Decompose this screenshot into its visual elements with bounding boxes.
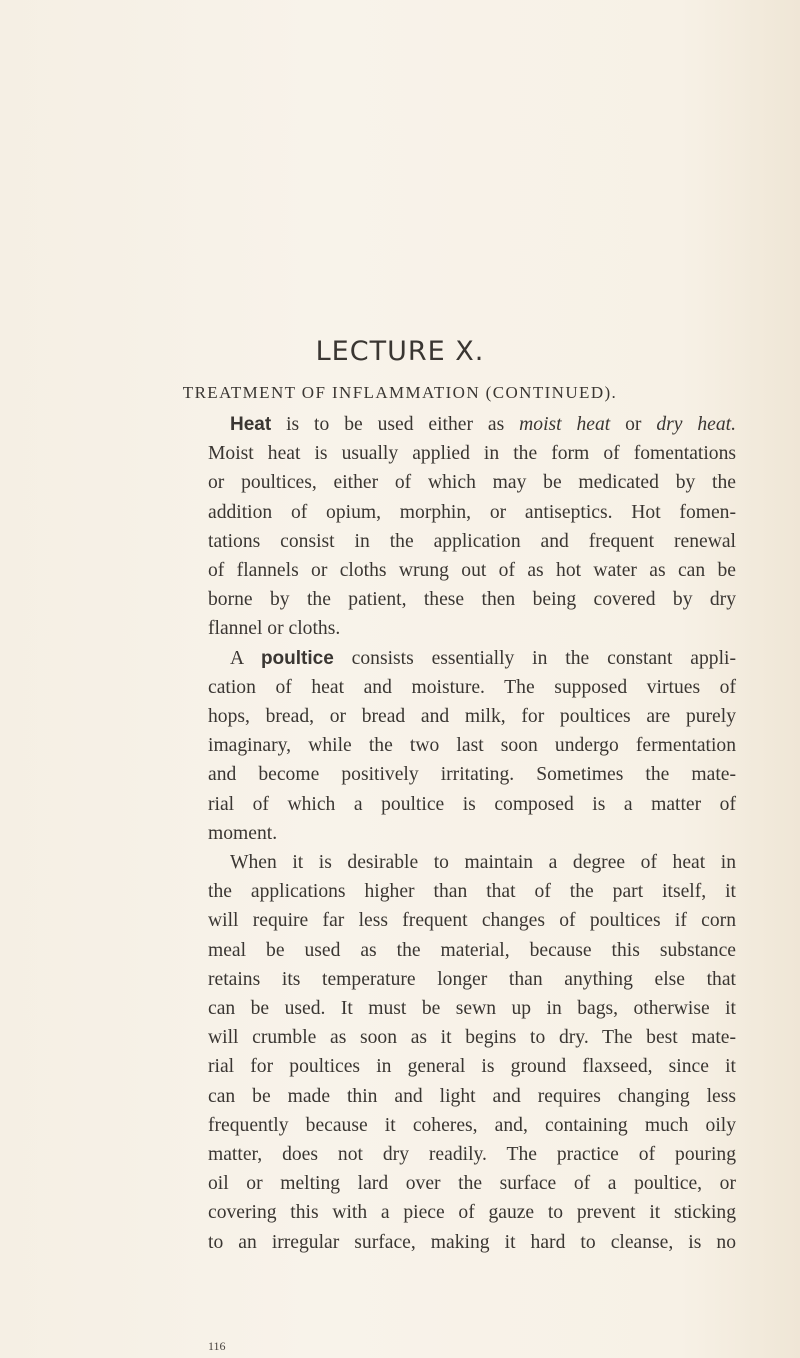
text-line: can be used. It must be sewn up in bags, otherwise it: [208, 998, 736, 1020]
text-line: Moist heat is usually applied in the form of fomentations: [208, 443, 736, 465]
text-line: meal be used as the material, because this substance: [208, 939, 736, 961]
text-line: addition of opium, morphin, or antiseptics. Hot fomen-: [208, 501, 736, 523]
text-line: tations consist in the application and frequent renewal: [208, 530, 736, 552]
text-line: can be made thin and light and requires changing less: [208, 1085, 736, 1107]
italic-dry-heat: dry heat.: [656, 414, 736, 435]
text-line: covering this with a piece of gauze to prevent it sticking: [208, 1202, 736, 1224]
text-line: oil or melting lard over the surface of a poultice, or: [208, 1173, 736, 1195]
italic-moist-heat: moist heat: [519, 414, 611, 435]
text-line: flannel or cloths.: [208, 618, 341, 640]
text-line: or poultices, either of which may be medicated by the: [208, 472, 736, 494]
lead-term-heat: Heat: [230, 414, 272, 435]
text-line: imaginary, while the two last soon undergo fermentation: [208, 735, 736, 757]
text-line: [208, 644, 736, 673]
text-line: of flannels or cloths wrung out of as hot water as can be: [208, 560, 736, 582]
text-line: [208, 410, 736, 439]
text-line: moment.: [208, 822, 278, 844]
lecture-title: LECTURE X.: [315, 336, 485, 367]
text-line: rial for poultices in general is ground flaxseed, since it: [208, 1056, 736, 1078]
paragraph-heat: [208, 410, 736, 644]
text-line: rial of which a poultice is composed is a matter of: [208, 793, 736, 815]
text-line: will require far less frequent changes of poultices if corn: [208, 910, 736, 932]
text-line: When it is desirable to maintain a degree of heat in: [230, 852, 736, 873]
section-title: TREATMENT OF INFLAMMATION (CONTINUED).: [182, 383, 618, 402]
text-run: A: [230, 647, 261, 669]
text-line: retains its temperature longer than anything else that: [208, 968, 736, 990]
page-number: 116: [208, 1339, 226, 1353]
text-line: matter, does not dry readily. The practice of pouring: [208, 1144, 736, 1166]
lead-term-poultice: poultice: [260, 647, 334, 669]
text-line: cation of heat and moisture. The supposed virtues of: [208, 676, 736, 698]
text-line: the applications higher than that of the part itself, it: [208, 881, 736, 903]
text-run: consists essentially in the constant appli-: [333, 647, 736, 669]
paragraph-corn-meal: [208, 848, 736, 1257]
text-line: hops, bread, or bread and milk, for poultices are purely: [208, 706, 736, 727]
text-line: will crumble as soon as it begins to dry. The best mate-: [208, 1027, 736, 1049]
text-run: is to be used either as: [271, 414, 520, 435]
paragraph-poultice: [208, 644, 736, 848]
text-line: frequently because it coheres, and, containing much oily: [208, 1114, 736, 1136]
text-line: and become positively irritating. Sometimes the mate-: [208, 764, 736, 786]
text-run: or: [610, 414, 657, 435]
text-line: borne by the patient, these then being covered by dry: [208, 589, 736, 611]
text-line: to an irregular surface, making it hard to cleanse, is no: [208, 1231, 736, 1253]
